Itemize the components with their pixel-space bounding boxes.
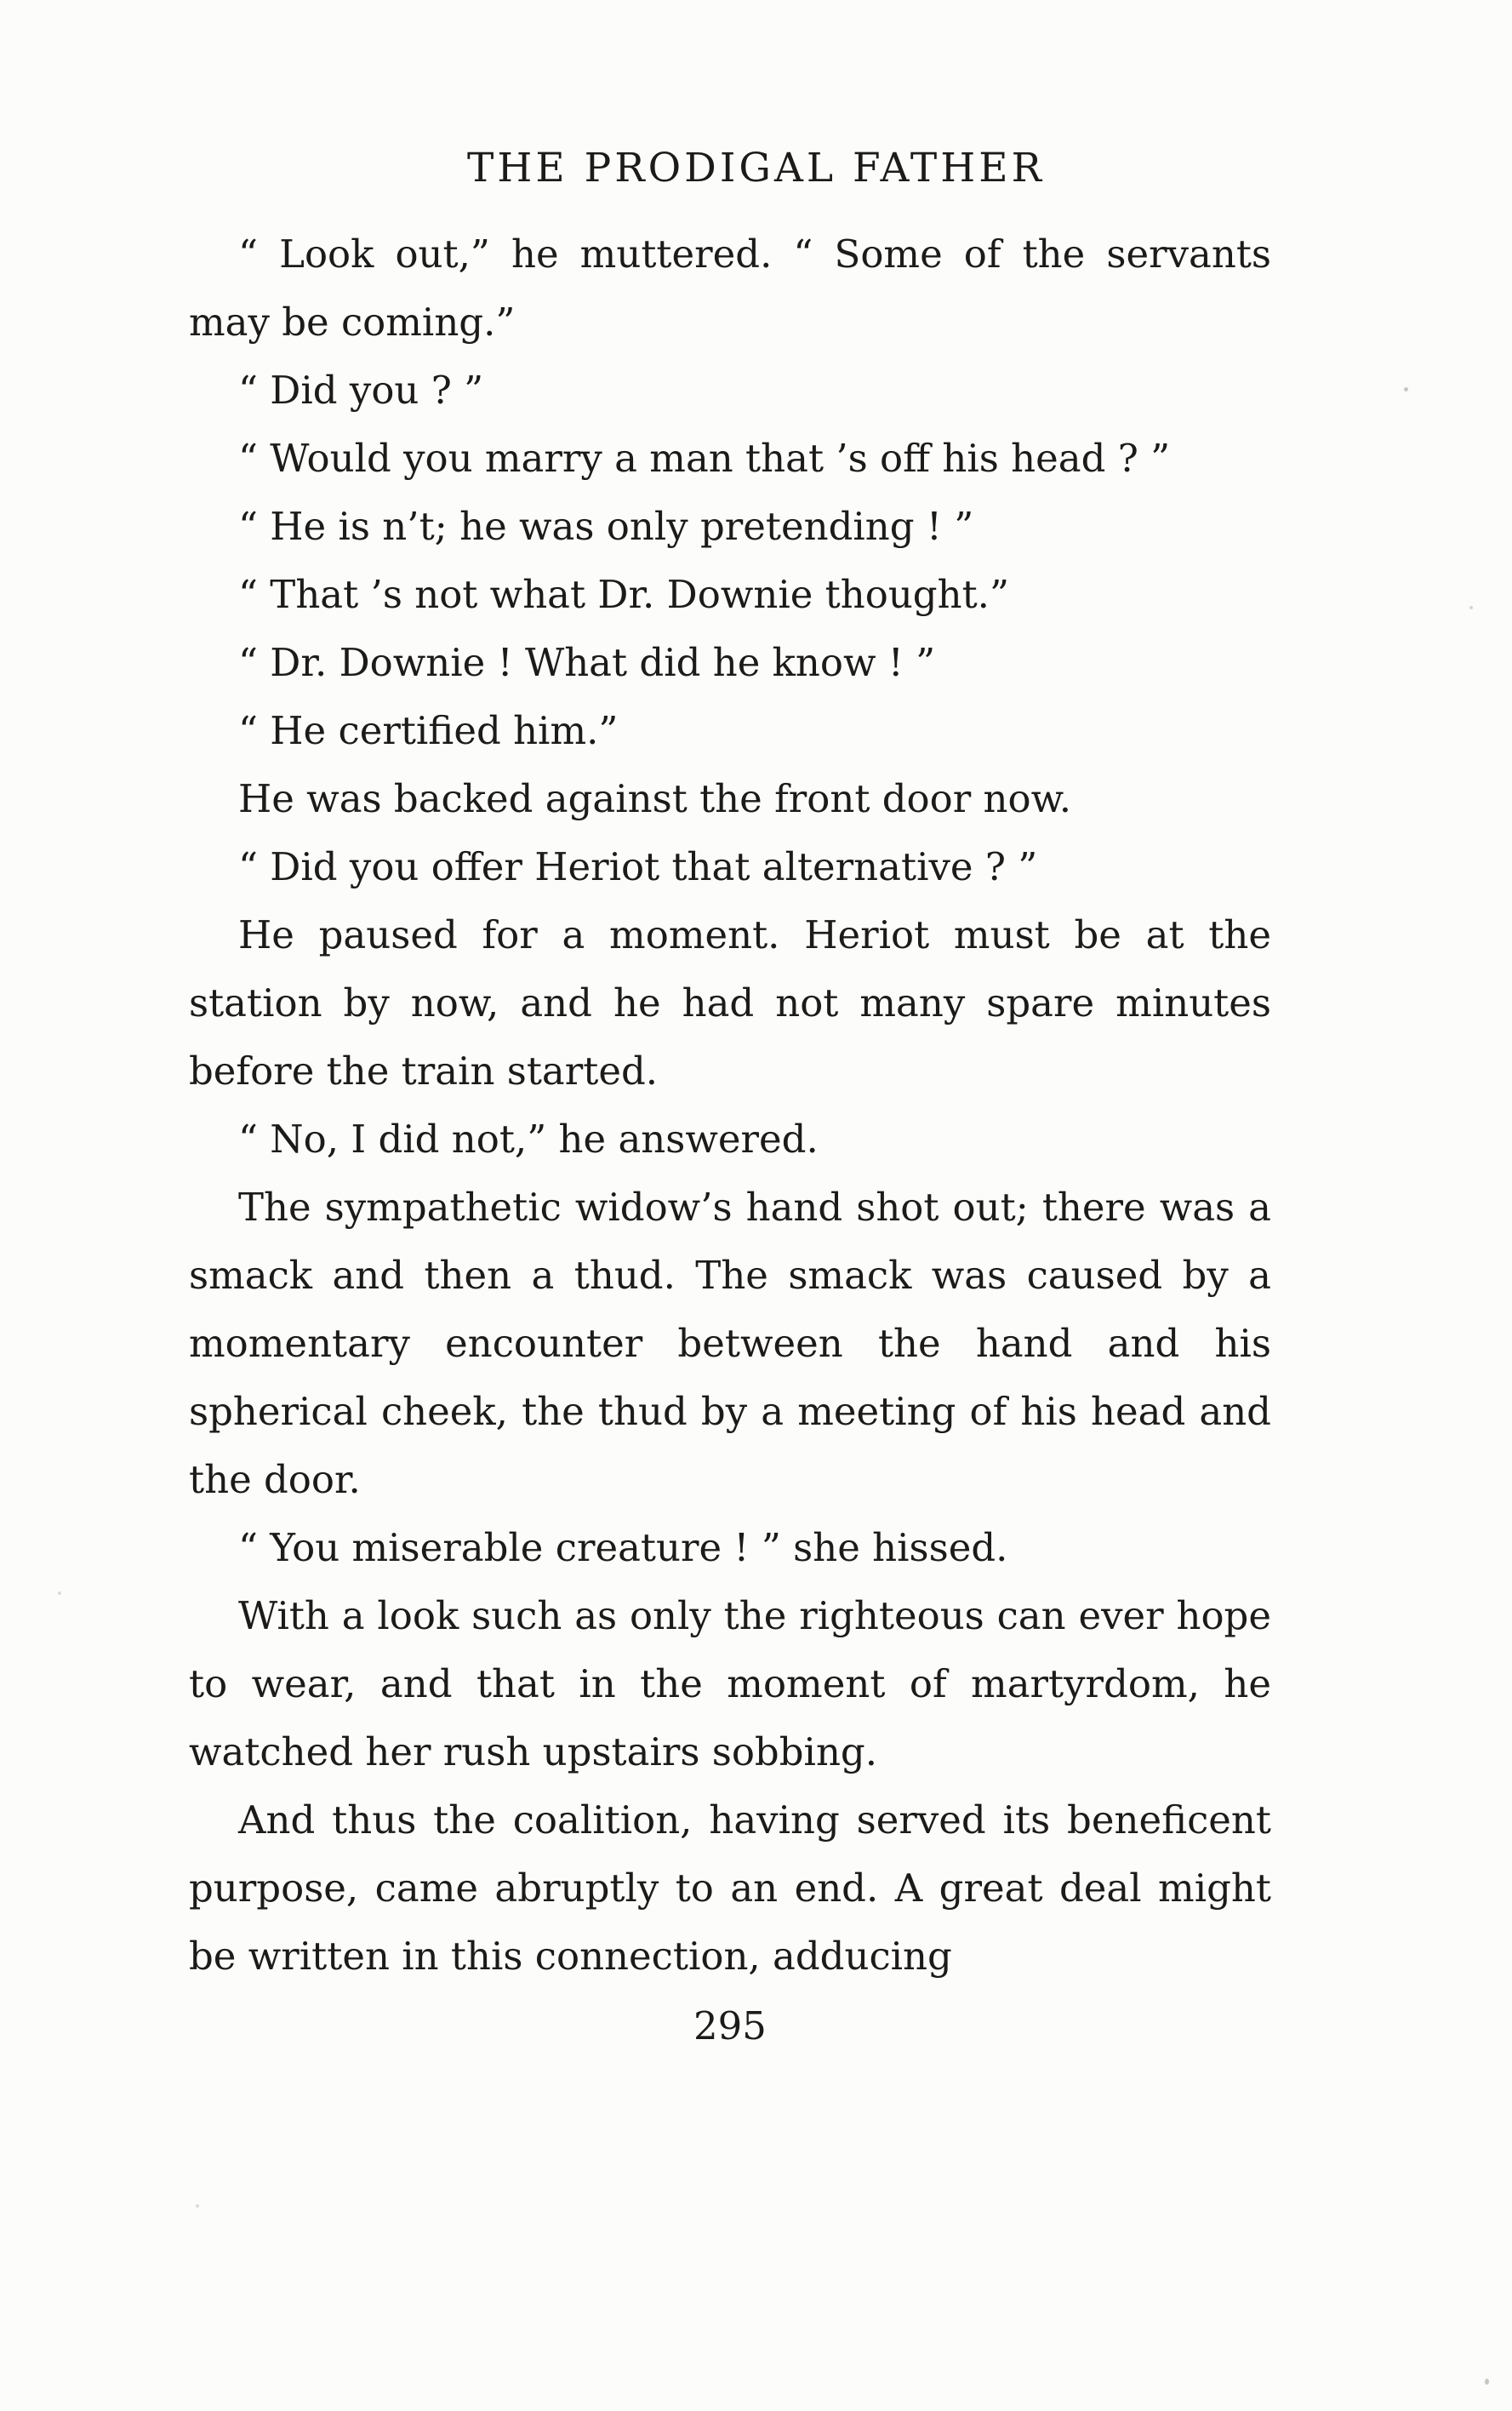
scan-speck	[196, 2204, 199, 2208]
body-text-block	[189, 220, 1271, 1991]
paragraph: He was backed against the front door now.	[238, 776, 1072, 821]
running-head-title: THE PRODIGAL FATHER	[467, 145, 1045, 191]
paragraph: With a look such as only the righteous can ever hope to wear, and that in the moment of martyrdom, he watched her rush upstairs sobbing.	[189, 1593, 1271, 1774]
scan-speck	[1469, 606, 1473, 609]
paragraph: “ Look out,” he muttered. “ Some of the servants may be coming.”	[189, 231, 1271, 345]
paragraph: “ Did you offer Heriot that alternative ? ”	[238, 844, 1038, 889]
scan-speck	[58, 1591, 61, 1595]
paragraph: He paused for a moment. Heriot must be at the station by now, and he had not many spare minutes before the train started.	[189, 912, 1271, 1094]
paragraph: “ That ’s not what Dr. Downie thought.”	[238, 572, 1009, 617]
paragraph: “ He certified him.”	[238, 708, 619, 753]
paragraph: The sympathetic widow’s hand shot out; there was a smack and then a thud. The smack was caused by a momentary encounter between the hand and his spherical cheek, the thud by a meeting of his head and the door.	[189, 1185, 1271, 1502]
paragraph: “ Dr. Downie ! What did he know ! ”	[238, 640, 936, 685]
page-number: 295	[693, 2003, 767, 2048]
paragraph: “ You miserable creature ! ” she hissed.	[238, 1525, 1008, 1570]
paragraph: And thus the coalition, having served its beneficent purpose, came abruptly to an end. A great deal might be written in this connection, adducing	[189, 1797, 1271, 1979]
scan-speck	[1404, 387, 1408, 391]
paragraph: “ Would you marry a man that ’s off his head ? ”	[238, 436, 1171, 481]
paragraph: “ He is n’t; he was only pretending ! ”	[238, 504, 974, 549]
scan-speck	[1485, 2379, 1489, 2385]
paragraph: “ Did you ? ”	[238, 368, 484, 413]
paragraph: “ No, I did not,” he answered.	[238, 1117, 819, 1162]
